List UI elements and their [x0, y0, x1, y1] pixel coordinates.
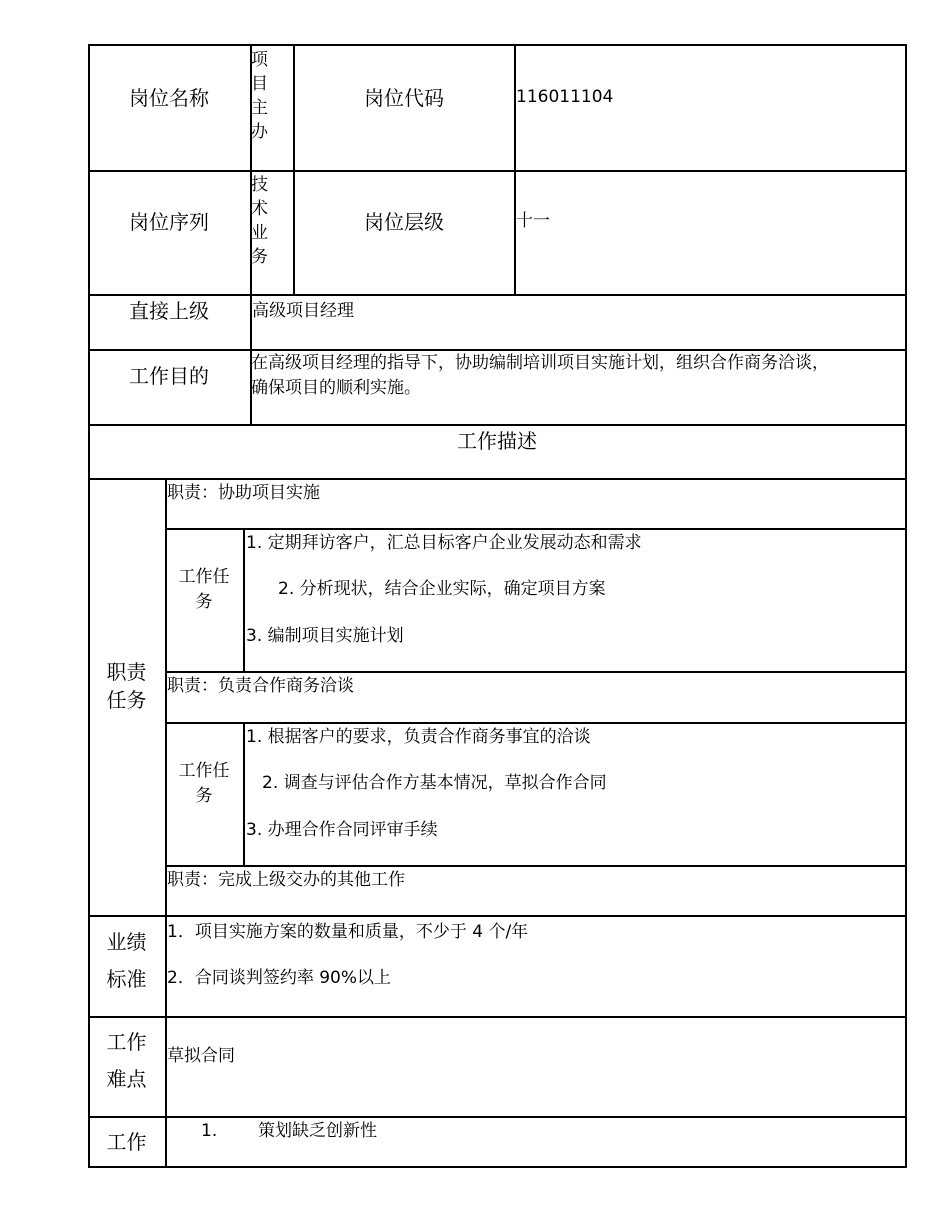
post-level-label: 岗位层级 — [364, 210, 444, 234]
post-code-value: 116011104 — [516, 87, 614, 107]
post-code-label: 岗位代码 — [364, 86, 444, 110]
task-item: 1. 根据客户的要求，负责合作商务事宜的洽谈 — [246, 727, 591, 747]
row-divider — [165, 528, 907, 530]
duty-title: 职责：负责合作商务洽谈 — [167, 676, 354, 696]
task-item: 2. 分析现状，结合企业实际，确定项目方案 — [278, 579, 606, 599]
section-title: 工作描述 — [457, 429, 537, 453]
purpose-line-1: 在高级项目经理的指导下，协助编制培训项目实施计划，组织合作商务洽谈， — [251, 353, 829, 373]
task-item: 1. 定期拜访客户，汇总目标客户企业发展动态和需求 — [246, 533, 642, 553]
task-item: 3. 编制项目实施计划 — [246, 626, 404, 646]
task-item: 2. 调查与评估合作方基本情况，草拟合作合同 — [262, 773, 607, 793]
column-divider — [293, 44, 295, 295]
post-level-value: 十一 — [516, 211, 550, 231]
last-row-item-text: 策划缺乏创新性 — [258, 1121, 377, 1141]
task-label-line-2: 务 — [195, 592, 213, 612]
duties-label-line-1: 职责 — [106, 660, 147, 684]
task-label-line-2: 务 — [195, 786, 213, 806]
column-divider — [514, 44, 516, 295]
post-name-value: 项目主办 — [251, 50, 268, 142]
column-divider — [243, 722, 245, 866]
performance-label-line-1: 业绩 — [106, 930, 147, 954]
last-row-label: 工作 — [106, 1130, 147, 1154]
purpose-label: 工作目的 — [129, 364, 209, 388]
post-series-label: 岗位序列 — [129, 210, 209, 234]
row-divider — [88, 349, 907, 351]
row-divider — [88, 1016, 907, 1018]
duty-title: 职责：协助项目实施 — [167, 483, 320, 503]
last-row-item-number: 1. — [201, 1121, 218, 1141]
row-divider — [88, 1116, 907, 1118]
difficulty-value: 草拟合同 — [167, 1046, 235, 1066]
row-divider — [165, 865, 907, 867]
difficulty-label-line-2: 难点 — [106, 1067, 147, 1091]
column-divider — [243, 528, 245, 672]
table-border-right — [905, 44, 907, 1168]
row-divider — [88, 915, 907, 917]
table-border-top — [88, 44, 907, 46]
performance-item: 2．合同谈判签约率 90%以上 — [167, 968, 392, 988]
post-name-label: 岗位名称 — [129, 86, 209, 110]
task-item: 3. 办理合作合同评审手续 — [246, 820, 438, 840]
row-divider — [165, 671, 907, 673]
post-series-value: 技术业务 — [251, 175, 268, 267]
duties-label-line-2: 任务 — [106, 688, 147, 712]
duty-title: 职责：完成上级交办的其他工作 — [167, 870, 405, 890]
purpose-line-2: 确保项目的顺利实施。 — [251, 378, 421, 398]
table-border-bottom — [88, 1166, 907, 1168]
performance-item: 1．项目实施方案的数量和质量，不少于 4 个/年 — [167, 922, 529, 942]
difficulty-label-line-1: 工作 — [106, 1030, 147, 1054]
row-divider — [88, 294, 907, 296]
row-divider — [88, 478, 907, 480]
task-label-line-1: 工作任 — [178, 761, 230, 781]
row-divider — [88, 170, 907, 172]
row-divider — [88, 424, 907, 426]
performance-label-line-2: 标准 — [106, 967, 147, 991]
row-divider — [165, 722, 907, 724]
superior-label: 直接上级 — [129, 299, 209, 323]
task-label-line-1: 工作任 — [178, 567, 230, 587]
superior-value: 高级项目经理 — [252, 301, 354, 321]
